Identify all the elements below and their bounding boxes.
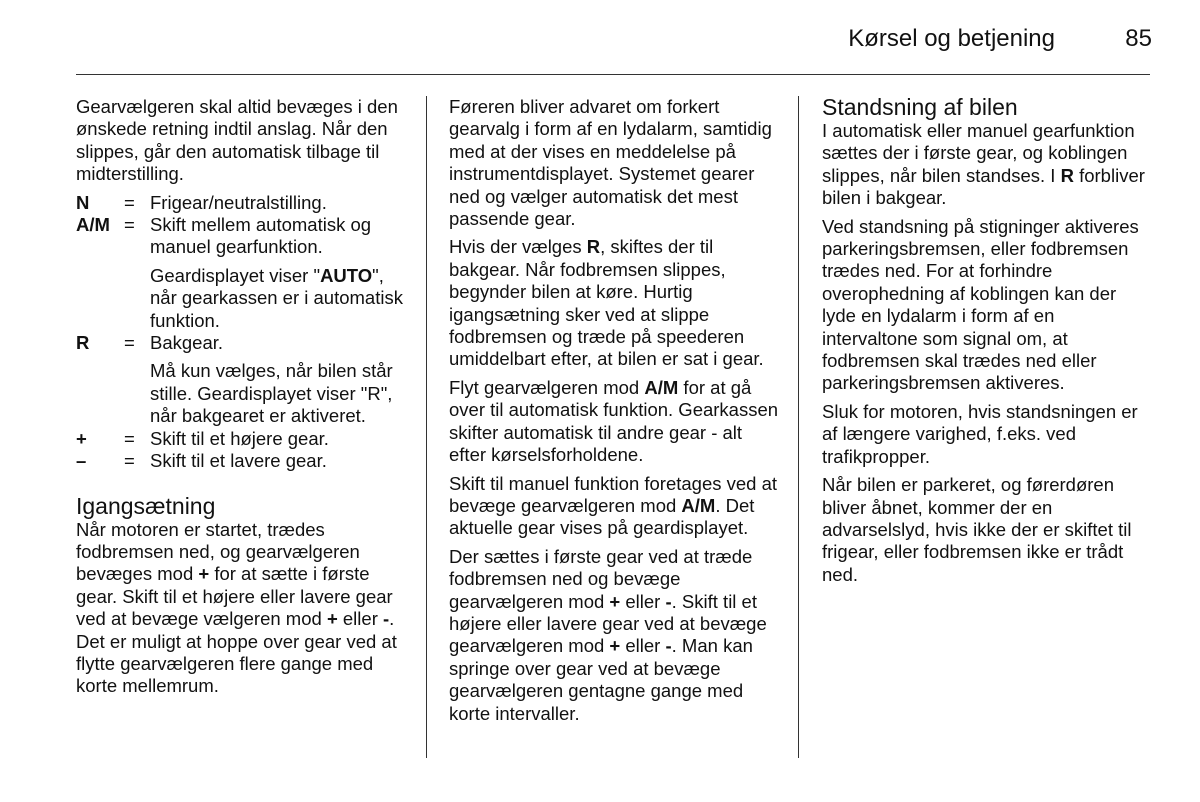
plus-symbol: +: [198, 563, 210, 585]
gear-position-list: [76, 192, 411, 473]
text: Flyt gearvælgeren mod: [449, 376, 645, 398]
gear-item-am: [76, 214, 411, 259]
text: . Man kan springe over gear ved at bevæge gearvælgeren gentagne gange med korte intervaller.: [449, 635, 753, 724]
gear-description: Bakgear.: [150, 332, 224, 354]
paragraph: Når bilen er parkeret, og førerdøren bliver åbnet, kommer der en advarselslyd, hvis ikke der er skiftet til frigear, eller fodbremsen ikke er trådt ned.: [822, 474, 1132, 585]
intro-paragraph: Gearvælgeren skal altid bevæges i den ønskede retning indtil anslag. Når den slippes, går den automatisk tilbage til midterstilling.: [76, 96, 398, 185]
text: Når motoren er startet, trædes fodbremsen ned, og gearvælgeren bevæges mod: [76, 518, 360, 585]
gear-r-label: R: [1060, 164, 1074, 186]
text: forbliver bilen i bakgear.: [822, 164, 1145, 209]
column-2: [449, 96, 784, 731]
equals-sign: =: [124, 427, 135, 449]
gear-key: N: [76, 191, 90, 213]
section-title: Kørsel og betjening: [848, 25, 1055, 52]
column-3: [822, 96, 1152, 592]
plus-symbol: +: [609, 590, 621, 612]
am-note-text: ", når gearkassen er i automatisk funktion.: [150, 264, 403, 331]
text: eller: [337, 608, 383, 630]
gear-am-label: A/M: [644, 376, 679, 398]
r-note: Må kun vælges, når bilen står stille. Geardisplayet viser "R", når bakgearet er aktiveret.: [150, 360, 393, 427]
header-divider: [76, 74, 1150, 75]
column-divider-2: [798, 96, 799, 758]
am-note: [150, 265, 411, 332]
am-note-text: Geardisplayet viser ": [150, 264, 321, 286]
gear-key: A/M: [76, 214, 110, 236]
text: Der sættes i første gear ved at træde fodbremsen ned og bevæge gearvælgeren mod: [449, 545, 753, 612]
text: I automatisk eller manuel gearfunktion sættes der i første gear, og koblingen slippes, når bilen standses. I: [822, 120, 1135, 186]
paragraph: [76, 519, 411, 698]
minus-symbol: -: [665, 590, 672, 612]
gear-description: Skift til et højere gear.: [150, 427, 329, 449]
page-number: 85: [1125, 25, 1152, 52]
text: . Skift til et højere eller lavere gear ved at bevæge gearvælgeren mod: [449, 590, 767, 657]
paragraph: Sluk for motoren, hvis standsningen er af længere varighed, f.eks. ved trafikpropper.: [822, 400, 1138, 467]
paragraph: [449, 546, 784, 725]
minus-symbol: -: [665, 635, 672, 657]
paragraph: Ved standsning på stigninger aktiveres parkeringsbremsen, eller fodbremsen trædes ned. For at forhindre overophedning af koblingen kan der lyde en lydalarm i form af en intervaltone som signal om, at fodbremsen skal trædes ned eller parkeringsbremsen aktiveres.: [822, 215, 1139, 394]
plus-symbol: +: [609, 635, 621, 657]
text: eller: [620, 635, 666, 657]
gear-item-plus: [76, 428, 411, 450]
paragraph: Føreren bliver advaret om forkert gearvalg i form af en lydalarm, samtidig med at der vises en meddelelse på instrumentdisplayet. Systemet gearer ned og vælger automatisk det mest passende gear.: [449, 96, 772, 230]
gear-description: Skift mellem automatisk og manuel gearfunktion.: [150, 214, 372, 258]
equals-sign: =: [124, 332, 135, 354]
text: for at sætte i første gear. Skift til et højere eller lavere gear ved at bevæge vælgeren mod: [76, 563, 393, 630]
gear-item-r: [76, 332, 411, 354]
column-1: [76, 96, 411, 704]
gear-item-minus: [76, 450, 411, 472]
gear-am-label: A/M: [681, 494, 716, 516]
text: Skift til manuel funktion foretages ved at bevæge gearvælgeren mod: [449, 472, 778, 516]
plus-symbol: +: [326, 608, 338, 630]
section-heading-standsning: Standsning af bilen: [822, 94, 1018, 120]
gear-description: Skift til et lavere gear.: [150, 450, 327, 472]
gear-key: –: [76, 450, 87, 472]
paragraph: [449, 473, 784, 540]
text: for at gå over til automatisk funktion. Gearkassen skifter automatisk til andre gear - alt efter kørselsforholdene.: [449, 376, 779, 466]
minus-symbol: -: [383, 608, 390, 630]
gear-key: R: [76, 332, 90, 354]
paragraph: [449, 377, 784, 467]
gear-item-n: [76, 192, 411, 214]
section-heading-igangsaetning: Igangsætning: [76, 492, 216, 519]
auto-label: AUTO: [320, 264, 373, 286]
paragraph: [822, 120, 1152, 210]
text: . Det aktuelle gear vises på geardisplayet.: [449, 494, 755, 539]
equals-sign: =: [124, 450, 135, 472]
equals-sign: =: [124, 214, 135, 236]
equals-sign: =: [124, 191, 135, 213]
text: eller: [620, 590, 666, 612]
paragraph: [449, 236, 784, 370]
gear-description: Frigear/neutralstilling.: [150, 191, 327, 213]
text: Hvis der vælges: [449, 236, 587, 258]
column-divider-1: [426, 96, 427, 758]
text: . Det er muligt at hoppe over gear ved at flytte gearvælgeren flere gange med korte mellemrum.: [76, 608, 397, 697]
gear-r-label: R: [586, 236, 601, 258]
gear-key: +: [76, 427, 87, 449]
text: , skiftes der til bakgear. Når fodbremsen slippes, begynder bilen at køre. Hurtig igangsætning sker ved at slippe fodbremsen og træde på speederen umiddelbart efter, at bilen er sat i gear.: [449, 236, 764, 370]
